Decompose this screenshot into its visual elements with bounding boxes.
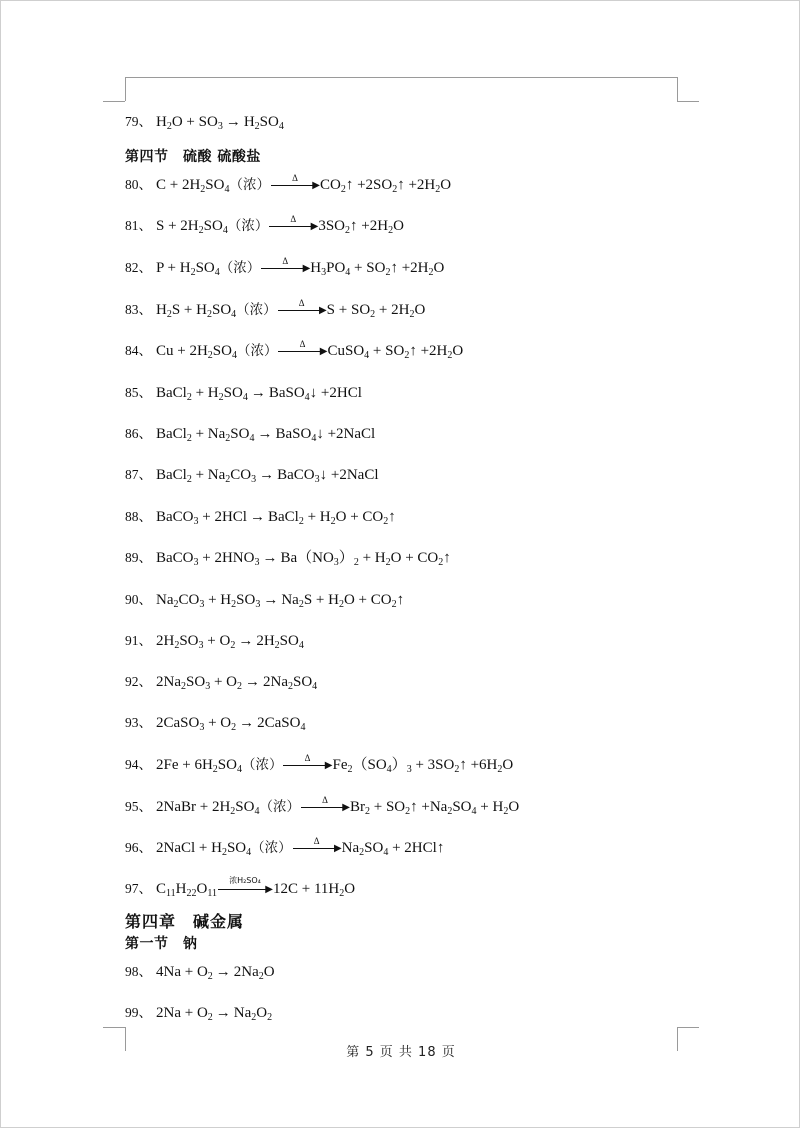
crop-mark-bottom-left-h bbox=[103, 1027, 125, 1028]
gas-up-icon: ↑ bbox=[388, 509, 396, 525]
condition-label: （浓） bbox=[229, 177, 270, 193]
equation-84: 84、 $Cu + 2H_2SO_4$（浓） Δ ▶ CuSO$_4$ + $SO_2↑ +2H_2O$ bbox=[125, 339, 464, 361]
arrow-icon: → bbox=[215, 964, 231, 980]
equation-85: 85、 BaCl$_2$ + $H_2SO_4$ → BaSO$_4$↓ +2HCl bbox=[125, 385, 362, 403]
equation-number: 82、 bbox=[125, 260, 152, 275]
equation-94: 94、 $2Fe + 6H_2SO_4$（浓） Δ ▶ $Fe_2(SO_4)_3$ + $3SO_2↑ +6H_2O$ bbox=[125, 753, 514, 775]
gas-up-icon: ↑ bbox=[390, 260, 398, 276]
heat-symbol: Δ bbox=[304, 753, 311, 763]
equation-number: 86、 bbox=[125, 426, 152, 441]
equation-number: 90、 bbox=[125, 592, 152, 607]
arrow-icon: → bbox=[244, 674, 260, 690]
arrowhead-icon: ▶ bbox=[312, 180, 320, 191]
condition-label: 浓H₂SO₄ bbox=[229, 876, 261, 885]
equation-95: 95、 2NaBr + $2H_2SO_4$（浓） Δ ▶ $Br_2$ + $SO_2↑ +Na_2SO_4 + H_2O$ bbox=[125, 795, 520, 817]
heat-arrow-icon bbox=[260, 258, 310, 278]
heat-arrow-icon bbox=[277, 300, 327, 320]
arrow-icon: → bbox=[263, 592, 279, 608]
condition-label: （浓） bbox=[236, 302, 277, 318]
condition-label: （浓） bbox=[251, 840, 292, 856]
arrow-icon: → bbox=[249, 509, 265, 525]
equation-number: 84、 bbox=[125, 343, 152, 358]
heat-symbol: Δ bbox=[299, 339, 306, 349]
header-rule bbox=[125, 77, 677, 78]
arrowhead-icon: ▶ bbox=[319, 346, 328, 357]
heat-arrow-icon bbox=[282, 755, 332, 775]
arrowhead-icon: ▶ bbox=[324, 760, 333, 771]
crop-mark-top-left-h bbox=[103, 101, 125, 102]
equation-80: 80、 $C + 2H_2SO_4$（浓） Δ ▶ $CO_2↑$ $+2SO_2↑ +2H_2O$ bbox=[125, 173, 452, 195]
condition-label: （浓） bbox=[241, 757, 283, 773]
crop-mark-bottom-right-h bbox=[677, 1027, 699, 1028]
equation-83: 83、 $H_2S + H_2SO_4$（浓） Δ ▶ $S + SO_2 + 2H_2O$ bbox=[125, 298, 426, 320]
gas-up-icon: ↑ bbox=[459, 757, 467, 773]
gas-up-icon: ↑ bbox=[443, 550, 451, 566]
crop-mark-top-left bbox=[125, 77, 126, 101]
precipitate-down-icon: ↓ bbox=[319, 467, 328, 483]
equation-number: 99、 bbox=[125, 1005, 152, 1020]
equation-87: 87、 BaCl$_2$ + $Na_2CO_3$ → BaCO$_3$↓ +2NaCl bbox=[125, 467, 379, 485]
heat-symbol: Δ bbox=[292, 173, 298, 183]
equation-90: 90、 $Na_2CO_3 + H_2SO_3 \to Na_2S + H_2O$ + $CO_2↑$ bbox=[125, 592, 405, 610]
gas-up-icon: ↑ bbox=[410, 799, 418, 815]
section-heading: 第四节 硫酸 硫酸盐 bbox=[125, 149, 261, 165]
equation-93: 93、 2CaSO$_3$ + $O_2$ → 2CaSO$_4$ bbox=[125, 715, 306, 733]
equation-number: 97、 bbox=[125, 881, 152, 896]
equation-92: 92、 $2Na_2SO_3 + O_2 \to 2Na_2SO_4$ bbox=[125, 674, 318, 692]
gas-up-icon: ↑ bbox=[409, 343, 417, 359]
arrowhead-icon: ▶ bbox=[333, 843, 342, 854]
condition-label: （浓） bbox=[236, 343, 278, 359]
equation-number: 96、 bbox=[125, 840, 152, 855]
arrow-icon: → bbox=[250, 385, 266, 401]
arrow-icon: → bbox=[215, 1005, 231, 1021]
heat-symbol: Δ bbox=[322, 795, 328, 805]
equation-98: 98、 $4Na + O_2 \to 2Na_2O$ bbox=[125, 964, 275, 982]
equation-number: 92、 bbox=[125, 674, 152, 689]
arrowhead-icon: ▶ bbox=[342, 802, 350, 813]
arrowhead-icon: ▶ bbox=[302, 263, 311, 274]
crop-mark-top-right-h bbox=[677, 101, 699, 102]
equation-number: 88、 bbox=[125, 509, 152, 524]
condition-label: （浓） bbox=[219, 260, 261, 276]
heat-arrow-icon bbox=[270, 175, 320, 195]
equation-number: 89、 bbox=[125, 550, 152, 565]
equation-number: 91、 bbox=[125, 633, 152, 648]
condition-label: （浓） bbox=[259, 799, 300, 815]
conc-acid-arrow-icon bbox=[217, 876, 273, 899]
equation-number: 79、 bbox=[125, 114, 152, 129]
precipitate-down-icon: ↓ bbox=[316, 426, 324, 442]
heat-symbol: Δ bbox=[313, 836, 320, 846]
precipitate-down-icon: ↓ bbox=[309, 385, 318, 401]
equation-number: 83、 bbox=[125, 302, 152, 317]
condition-label: （浓） bbox=[227, 218, 269, 234]
chapter-heading: 第四章 碱金属 bbox=[125, 912, 245, 931]
heat-arrow-icon bbox=[292, 838, 342, 858]
heat-arrow-icon bbox=[300, 797, 350, 817]
equation-number: 87、 bbox=[125, 467, 152, 482]
equation-97: 97、 $C_{11}H_{22}O_{11}$ 浓H₂SO₄ ▶ $12C + 11H_2O$ bbox=[125, 876, 356, 899]
arrowhead-icon: ▶ bbox=[310, 221, 319, 232]
heat-symbol: Δ bbox=[290, 214, 297, 224]
arrowhead-icon: ▶ bbox=[318, 305, 327, 316]
gas-up-icon: ↑ bbox=[436, 840, 445, 856]
equation-96: 96、 2NaCl + $H_2SO_4$（浓） Δ ▶ $Na_2SO_4$ + 2HCl↑ bbox=[125, 836, 445, 858]
equation-number: 93、 bbox=[125, 715, 152, 730]
heat-symbol: Δ bbox=[282, 256, 289, 266]
equation-number: 85、 bbox=[125, 385, 152, 400]
heat-symbol: Δ bbox=[298, 298, 305, 308]
equation-88: 88、 BaCO$_3$ + 2HCl → BaCl$_2$ + $H_2O$ + $CO_2↑$ bbox=[125, 509, 396, 527]
equation-91: 91、 $2H_2SO_3 + O_2 \to 2H_2SO_4$ bbox=[125, 633, 304, 651]
equation-99: 99、 $2Na + O_2 \to Na_2O_2$ bbox=[125, 1005, 273, 1023]
section-heading: 第一节 钠 bbox=[125, 936, 198, 952]
arrow-icon: → bbox=[262, 550, 278, 566]
gas-up-icon: ↑ bbox=[350, 218, 358, 234]
equation-number: 95、 bbox=[125, 799, 152, 814]
arrow-icon: → bbox=[257, 426, 273, 442]
gas-up-icon: ↑ bbox=[397, 177, 405, 193]
arrow-icon: → bbox=[238, 633, 254, 649]
equation-79: 79、 $H_2O + SO_3 \to H_2SO_4$ bbox=[125, 114, 284, 132]
crop-mark-top-right bbox=[677, 77, 678, 101]
equation-82: 82、 $P + H_2SO_4$（浓） Δ ▶ $H_3PO_4$ + $SO_2↑ +2H_2O$ bbox=[125, 256, 445, 278]
heat-arrow-icon bbox=[268, 216, 318, 236]
equation-number: 94、 bbox=[125, 757, 152, 772]
arrow-icon: → bbox=[259, 467, 275, 483]
equation-number: 80、 bbox=[125, 177, 152, 192]
equation-number: 81、 bbox=[125, 218, 152, 233]
equation-86: 86、 BaCl$_2$ + $Na_2SO_4$ → BaSO$_4$↓ +2NaCl bbox=[125, 426, 376, 444]
gas-up-icon: ↑ bbox=[345, 177, 354, 193]
arrow-icon: → bbox=[225, 114, 241, 130]
gas-up-icon: ↑ bbox=[396, 592, 405, 608]
equation-89: 89、 BaCO$_3$ + $2HNO_3 \to Ba(NO_3)_2 + H_2O$ + $CO_2↑$ bbox=[125, 550, 451, 568]
equation-81: 81、 $S + 2H_2SO_4$（浓） Δ ▶ $3SO_2↑ +2H_2O$ bbox=[125, 214, 404, 236]
page-footer: 第 5 页 共 18 页 bbox=[346, 1045, 456, 1060]
equation-number: 98、 bbox=[125, 964, 152, 979]
heat-arrow-icon bbox=[277, 341, 327, 361]
arrowhead-icon: ▶ bbox=[265, 884, 273, 895]
arrow-icon: → bbox=[239, 715, 255, 731]
